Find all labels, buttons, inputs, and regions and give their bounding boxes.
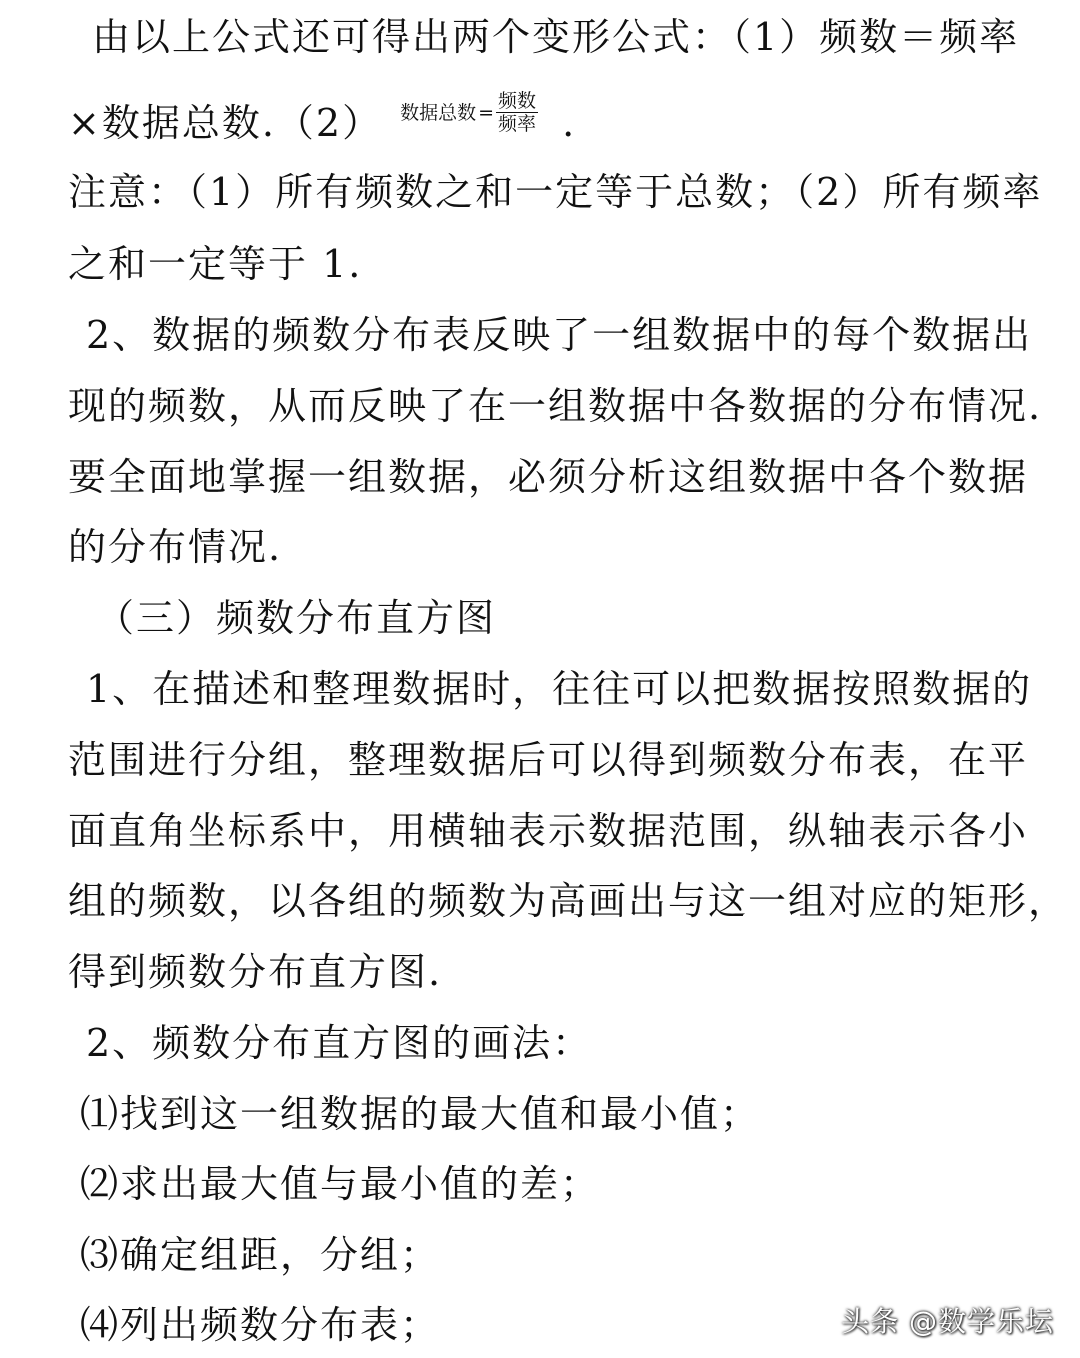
formula-period: .	[562, 101, 577, 145]
text-line-4: 之和一定等于 1.	[68, 242, 363, 286]
watermark: 头条 @数学乐坛	[841, 1305, 1054, 1338]
text-line-2	[68, 90, 577, 150]
step-item-3: ⑶确定组距，分组；	[80, 1233, 441, 1277]
formula-fraction	[496, 90, 538, 135]
text-line-14: 得到频数分布直方图.	[68, 950, 443, 994]
section-heading: （三）频数分布直方图	[96, 596, 497, 640]
text-line-1: 由以上公式还可得出两个变形公式：（1）频数＝频率	[92, 15, 1020, 59]
text-line-12: 面直角坐标系中，用横轴表示数据范围，纵轴表示各小	[68, 809, 1029, 853]
text-line-7: 要全面地掌握一组数据，必须分析这组数据中各个数据	[68, 455, 1029, 499]
text-line-13: 组的频数，以各组的频数为高画出与这一组对应的矩形，	[68, 879, 1069, 923]
text-line-6: 现的频数，从而反映了在一组数据中各数据的分布情况.	[68, 384, 1043, 428]
text-line-11: 范围进行分组，整理数据后可以得到频数分布表，在平	[68, 738, 1029, 782]
formula-total-count	[400, 90, 538, 135]
text-line-10: 1、在描述和整理数据时，往往可以把数据按照数据的	[86, 667, 1033, 711]
formula-numerator: 频数	[498, 90, 537, 112]
text-line-3: 注意：（1）所有频数之和一定等于总数；（2）所有频率	[68, 170, 1043, 214]
step-item-4: ⑷列出频数分布表；	[80, 1303, 441, 1347]
step-item-1: ⑴找到这一组数据的最大值和最小值；	[80, 1092, 761, 1136]
text-line-2-text: ×数据总数.（2）	[68, 101, 383, 145]
formula-lhs: 数据总数	[400, 101, 477, 124]
formula-equals: =	[478, 101, 495, 124]
text-line-15: 2、频数分布直方图的画法：	[86, 1021, 593, 1065]
step-item-2: ⑵求出最大值与最小值的差；	[80, 1162, 601, 1206]
formula-denominator: 频率	[498, 113, 537, 135]
text-line-8: 的分布情况.	[68, 525, 283, 569]
text-line-5: 2、数据的频数分布表反映了一组数据中的每个数据出	[86, 313, 1033, 357]
